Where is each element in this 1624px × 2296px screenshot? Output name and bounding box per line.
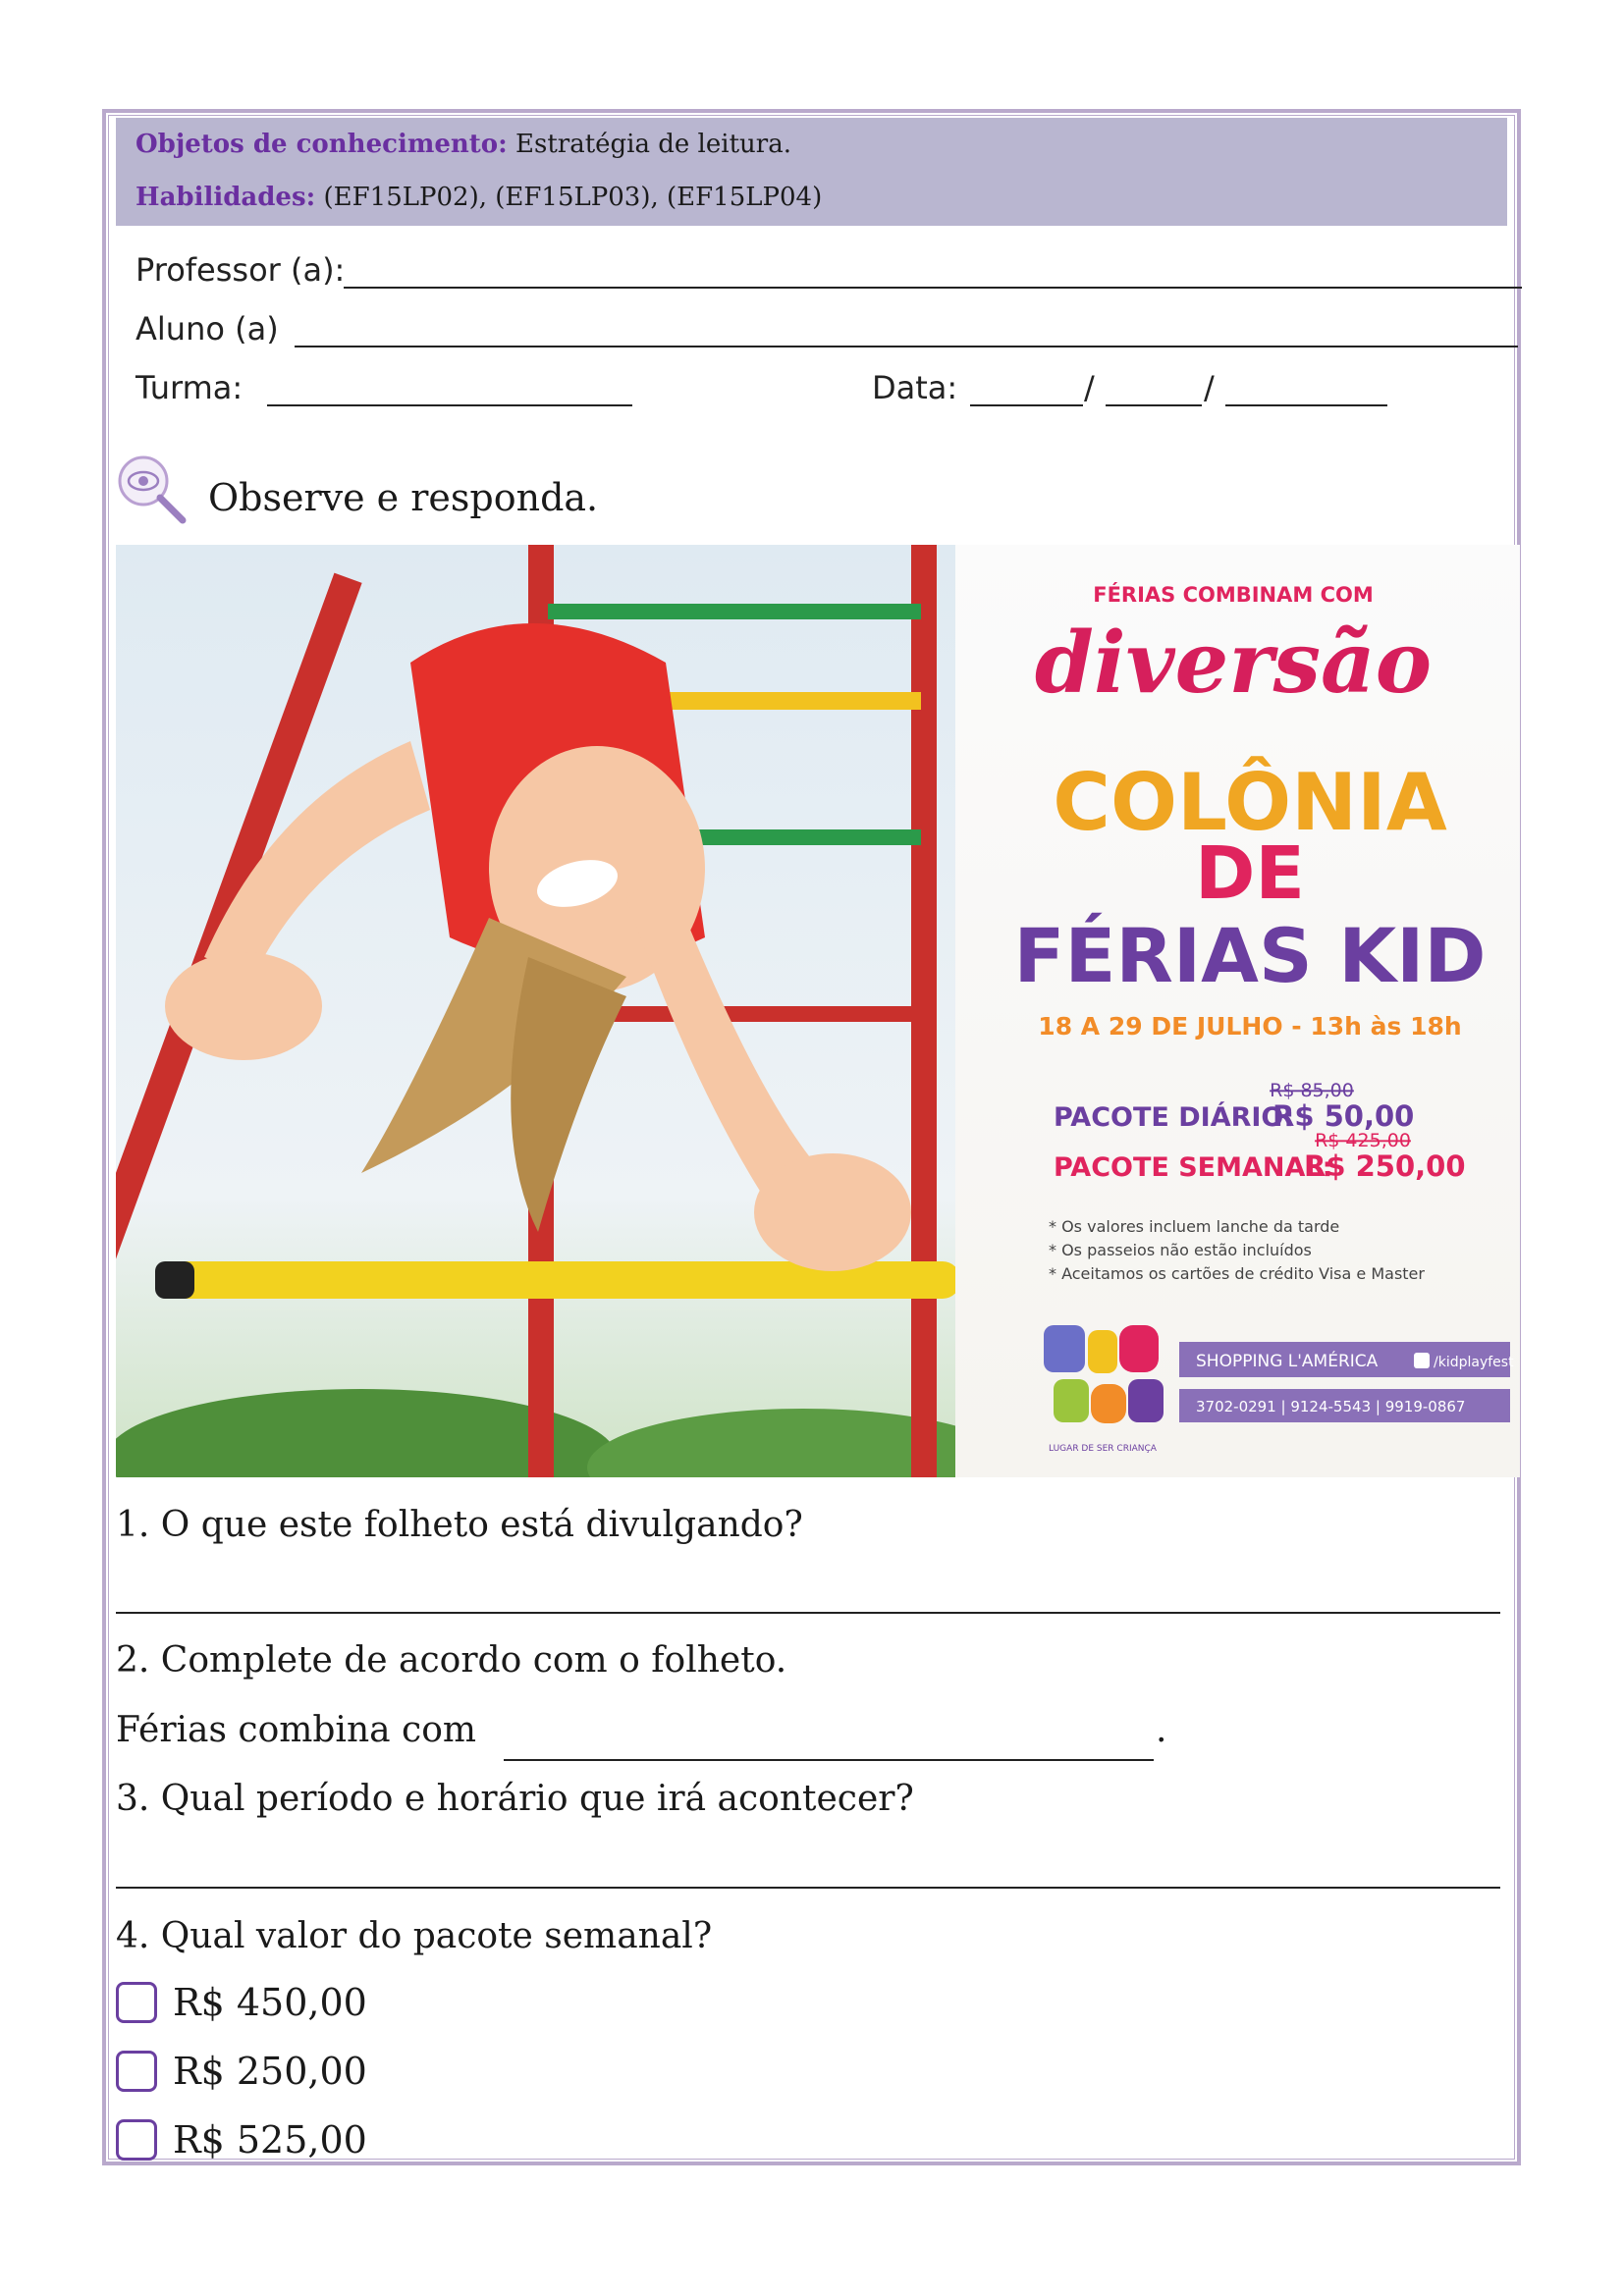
flyer-phones: 3702-0291 | 9124-5543 | 9919-0867 — [1196, 1398, 1466, 1415]
option-2-label: R$ 250,00 — [173, 2050, 367, 2093]
flyer-note3: * Aceitamos os cartões de crédito Visa e Master — [1049, 1264, 1425, 1283]
habilidades-line — [135, 183, 822, 212]
question-3: 3. Qual período e horário que irá acontecer? — [116, 1779, 914, 1819]
answer-line-3[interactable] — [116, 1887, 1500, 1889]
flyer-weekly-price: R$ 250,00 — [1304, 1149, 1466, 1183]
question-1: 1. O que este folheto está divulgando? — [116, 1505, 803, 1545]
flyer-title-line3: FÉRIAS KID — [1013, 912, 1487, 999]
flyer-weekly-label: PACOTE SEMANAL: — [1054, 1152, 1333, 1183]
flyer-image — [116, 545, 1520, 1477]
question-2: 2. Complete de acordo com o folheto. — [116, 1640, 787, 1681]
answer-line-1[interactable] — [116, 1612, 1500, 1614]
flyer-daily-old: R$ 85,00 — [1270, 1080, 1354, 1101]
question-2-fill-text: Férias combina com — [116, 1710, 477, 1750]
flyer-daily-label: PACOTE DIÁRIO: — [1054, 1102, 1295, 1133]
option-3[interactable] — [116, 2118, 367, 2162]
facebook-icon — [1414, 1353, 1430, 1368]
option-1[interactable] — [116, 1981, 367, 2024]
professor-line[interactable] — [344, 287, 1522, 289]
question-2-fill — [116, 1710, 476, 1750]
professor-label: Professor (a): — [135, 251, 346, 289]
checkbox-2[interactable] — [116, 2051, 157, 2092]
habilidades-key: Habilidades: — [135, 183, 316, 212]
objetos-line — [135, 130, 791, 159]
flyer-tagline: FÉRIAS COMBINAM COM — [1093, 583, 1374, 607]
date-month-line[interactable] — [1106, 404, 1202, 406]
objetos-value: Estratégia de leitura. — [515, 130, 791, 159]
date-day-line[interactable] — [970, 404, 1083, 406]
flyer-note1: * Os valores incluem lanche da tarde — [1049, 1217, 1340, 1236]
checkbox-1[interactable] — [116, 1982, 157, 2023]
aluno-line[interactable] — [295, 346, 1518, 347]
habilidades-value: (EF15LP02), (EF15LP03), (EF15LP04) — [323, 183, 823, 212]
objetos-key: Objetos de conhecimento: — [135, 130, 508, 159]
flyer-weekly-old: R$ 425,00 — [1315, 1130, 1411, 1151]
option-3-label: R$ 525,00 — [173, 2118, 367, 2162]
flyer-title-line1: COLÔNIA — [1053, 757, 1447, 848]
flyer-daily-price: R$ 50,00 — [1272, 1099, 1415, 1133]
date-sep-1: / — [1084, 369, 1095, 406]
checkbox-3[interactable] — [116, 2119, 157, 2161]
date-year-line[interactable] — [1225, 404, 1387, 406]
flyer-note2: * Os passeios não estão incluídos — [1049, 1241, 1312, 1259]
flyer-social: /kidplayfest — [1434, 1355, 1514, 1370]
data-label: Data: — [872, 369, 958, 406]
instruction-text: Observe e responda. — [208, 476, 599, 519]
option-2[interactable] — [116, 2050, 367, 2093]
date-sep-2: / — [1204, 369, 1215, 406]
flyer-script-word: diversão — [1034, 614, 1433, 713]
flyer-shopping: SHOPPING L'AMÉRICA — [1196, 1352, 1379, 1371]
flyer-dates: 18 A 29 DE JULHO - 13h às 18h — [1038, 1012, 1462, 1041]
question-2-end: . — [1156, 1710, 1167, 1750]
aluno-label: Aluno (a) — [135, 310, 279, 347]
flyer-title-line2: DE — [1195, 831, 1305, 916]
turma-line[interactable] — [267, 404, 632, 406]
flyer-graphic — [116, 545, 1520, 1477]
option-1-label: R$ 450,00 — [173, 1981, 367, 2024]
turma-label: Turma: — [135, 369, 244, 406]
question-4: 4. Qual valor do pacote semanal? — [116, 1916, 713, 1956]
kidplay-logo-sub: LUGAR DE SER CRIANÇA — [1049, 1444, 1157, 1454]
magnifier-eye-icon — [116, 454, 189, 526]
answer-line-2[interactable] — [504, 1759, 1154, 1761]
